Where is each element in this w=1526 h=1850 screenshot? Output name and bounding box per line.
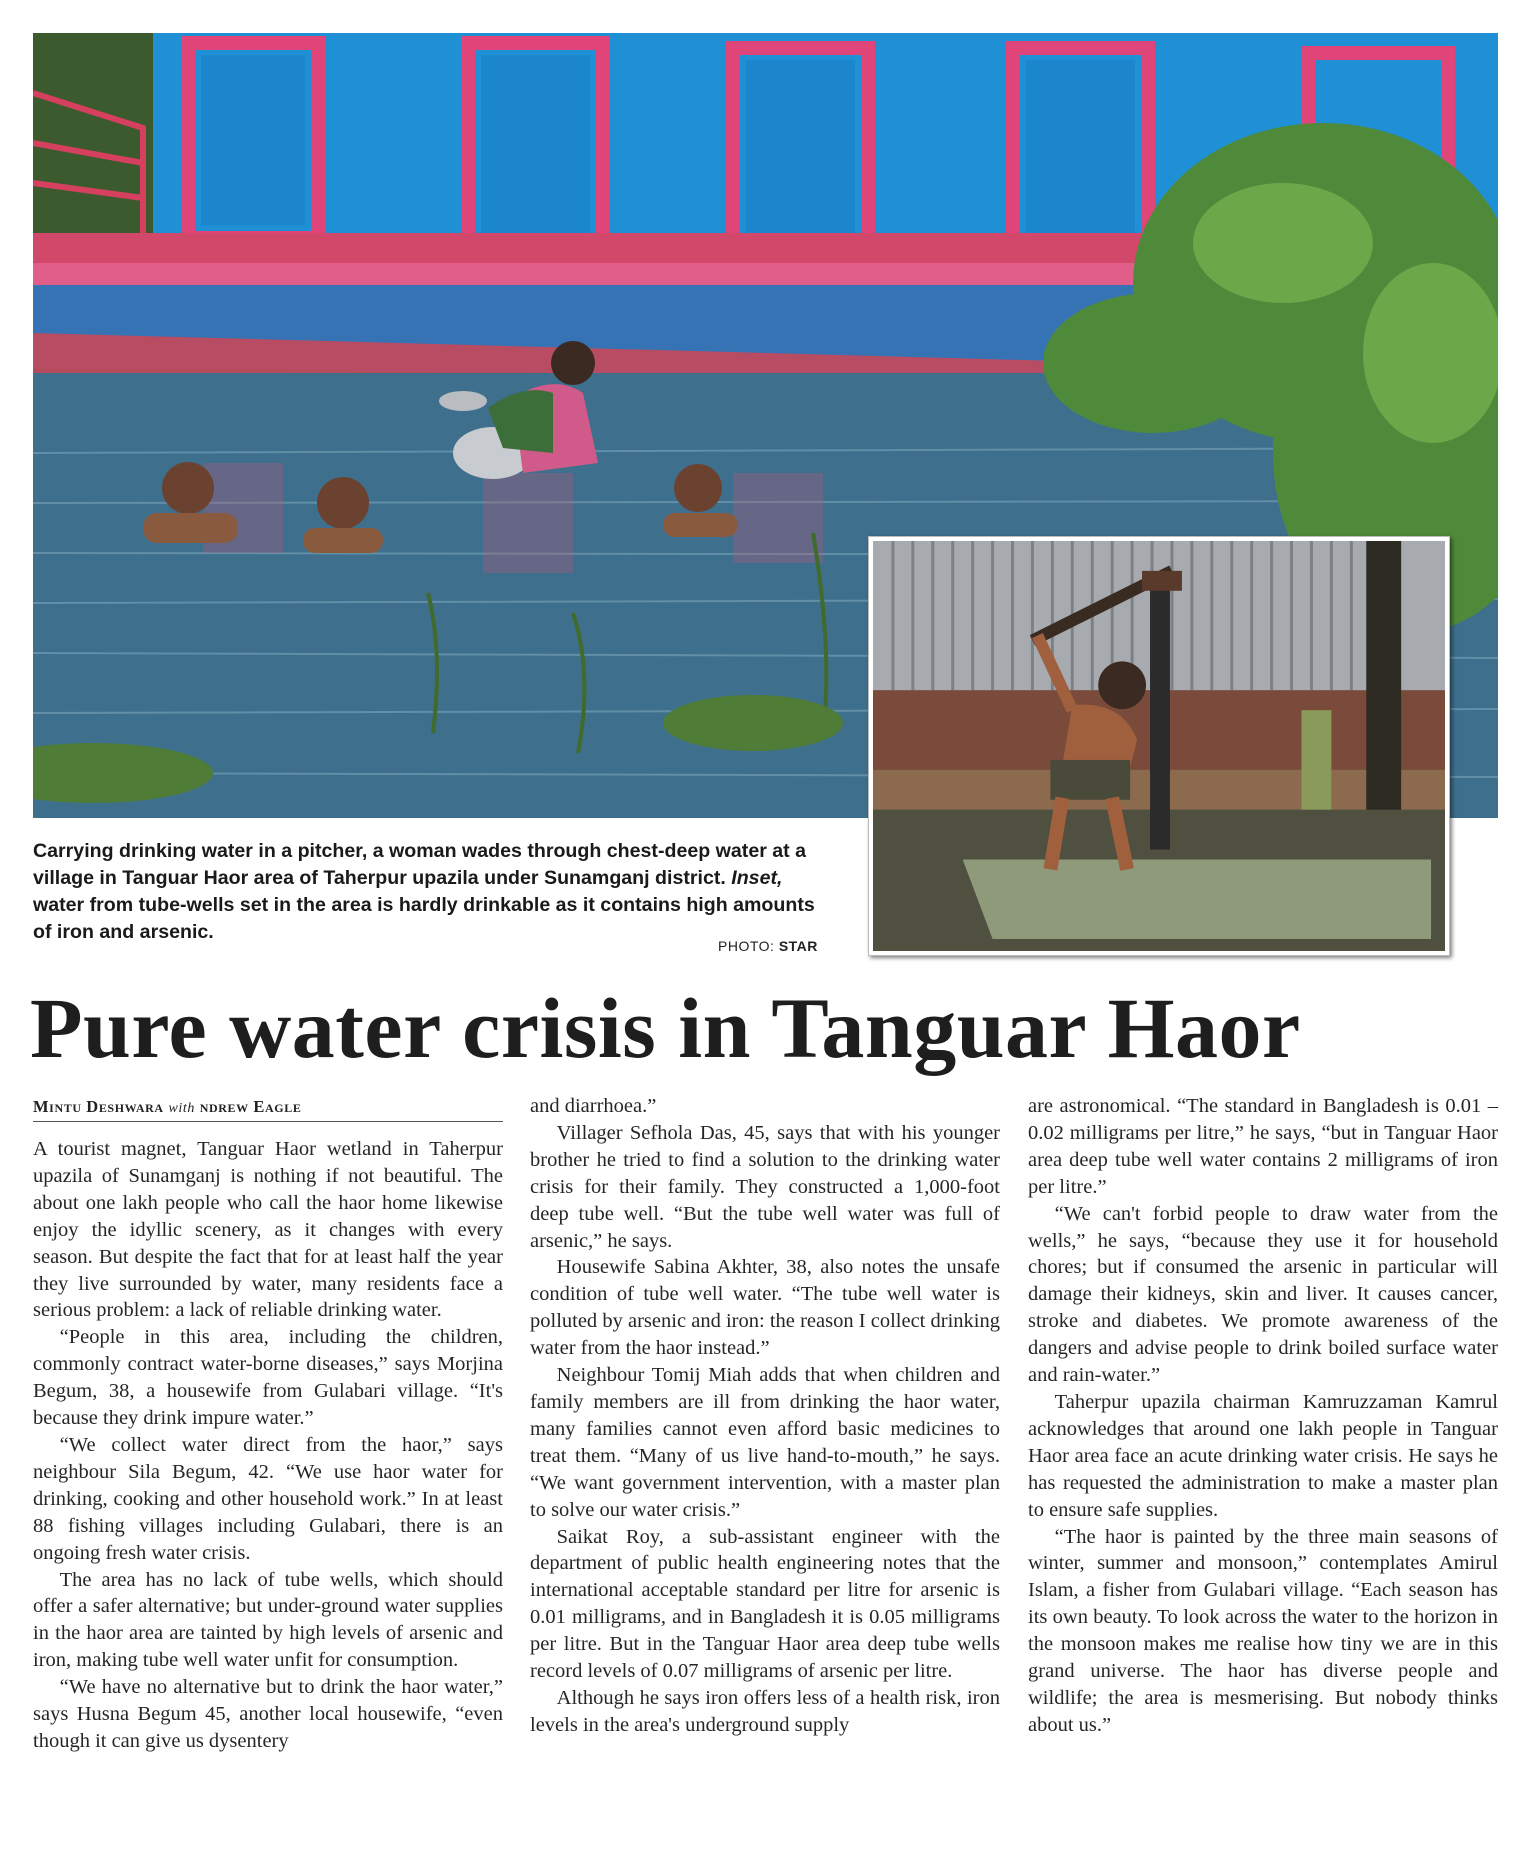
author-1: Mintu Deshwara: [33, 1097, 164, 1116]
paragraph: “People in this area, including the children, commonly contract water-borne diseases,” says Morjina Begum, 38, a housewife from Gulabari village. “It's because they drink impure water.”: [33, 1326, 503, 1430]
author-2: ndrew Eagle: [199, 1097, 302, 1116]
article-column-1: [33, 1136, 503, 1755]
article-column-3: [1028, 1093, 1498, 1739]
paragraph: are astronomical. “The standard in Bangladesh is 0.01 – 0.02 milligrams per litre,” he says, “but in Tanguar Haor area deep tube well water contains 2 milligrams of iron per litre.”: [1028, 1095, 1498, 1198]
paragraph: Saikat Roy, a sub-assistant engineer with the department of public health engineering notes that the international acceptable standard per litre for arsenic is 0.01 milligrams, and in Bangladesh it is 0.05 milligrams per litre. But in the Tanguar Haor area deep tube wells record levels of 0.07 milligrams of arsenic per litre.: [530, 1525, 1000, 1683]
paragraph: “The haor is painted by the three main seasons of winter, summer and monsoon,” contemplates Amirul Islam, a fisher from Gulabari village. “Each season has its own beauty. To look across the water to the horizon in the monsoon makes me realise how tiny we are in this grand universe. The haor has diverse people and wildlife; the area is mesmerising. But nobody thinks about us.”: [1028, 1525, 1498, 1736]
caption-main: Carrying drinking water in a pitcher, a woman wades through chest-deep water at a village in Tanguar Haor area of Taherpur upazila under Sunamganj district.: [33, 840, 807, 889]
inset-photo-illustration: [873, 541, 1445, 951]
paragraph: Although he says iron offers less of a health risk, iron levels in the area's underground supply: [530, 1686, 1000, 1736]
inset-photo: [868, 536, 1450, 956]
headline: Pure water crisis in Tanguar Haor: [30, 980, 1301, 1076]
paragraph: “We collect water direct from the haor,” says neighbour Sila Begum, 42. “We use haor water for drinking, cooking and other household work.” In at least 88 fishing villages including Gulabari, there is an ongoing fresh water crisis.: [33, 1433, 503, 1564]
paragraph: “We have no alternative but to drink the haor water,” says Husna Begum 45, another local housewife, “even though it can give us dysentery: [33, 1676, 503, 1752]
paragraph: The area has no lack of tube wells, which should offer a safer alternative; but under-ground water supplies in the haor area are tainted by high levels of arsenic and iron, making tube well water unfit for consumption.: [33, 1568, 503, 1672]
paragraph: A tourist magnet, Tanguar Haor wetland in Taherpur upazila of Sunamganj is nothing if not beautiful. The about one lakh people who call the haor home likewise enjoy the idyllic scenery, as it changes with every season. But despite the fact that for at least half the year they live surrounded by water, many residents face a serious problem: a lack of reliable drinking water.: [33, 1138, 503, 1322]
article-column-2: [530, 1093, 1000, 1739]
paragraph: Villager Sefhola Das, 45, says that with his younger brother he tried to find a solution to the drinking water crisis for their family. They constructed a 1,000-foot deep tube well. “But the tube well water was full of arsenic,” he says.: [530, 1121, 1000, 1252]
paragraph: and diarrhoea.”: [530, 1095, 657, 1117]
credit-name: STAR: [778, 938, 818, 954]
credit-prefix: PHOTO:: [718, 938, 779, 954]
paragraph: Neighbour Tomij Miah adds that when children and family members are ill from drinking the haor water, many families cannot even afford basic medicines to treat them. “Many of us live hand-to-mouth,” he says. “We want government intervention, with a master plan to solve our water crisis.”: [530, 1364, 1000, 1521]
photo-credit: [718, 938, 818, 954]
caption-inset-text: water from tube-wells set in the area is hardly drinkable as it contains high amounts of iron and arsenic.: [33, 894, 815, 943]
caption-inset-label: Inset,: [731, 867, 783, 889]
paragraph: Taherpur upazila chairman Kamruzzaman Kamrul acknowledges that around one lakh people in Tanguar Haor area face an acute drinking water crisis. He says he has requested the administration to make a master plan to ensure safe supplies.: [1028, 1390, 1498, 1521]
byline-with: with: [168, 1101, 195, 1116]
paragraph: “We can't forbid people to draw water from the wells,” he says, “because they use it for household chores; but if consumed the arsenic in particular will damage their kidneys, skin and liver. It causes cancer, stroke and diabetes. We promote awareness of the dangers and advise people to drink boiled surface water and rain-water.”: [1028, 1202, 1498, 1387]
paragraph: Housewife Sabina Akhter, 38, also notes the unsafe condition of tube well water. “The tube well water is polluted by arsenic and iron: the reason I collect drinking water from the haor instead.”: [530, 1256, 1000, 1360]
photo-caption: [33, 838, 833, 946]
byline: [33, 1097, 503, 1122]
